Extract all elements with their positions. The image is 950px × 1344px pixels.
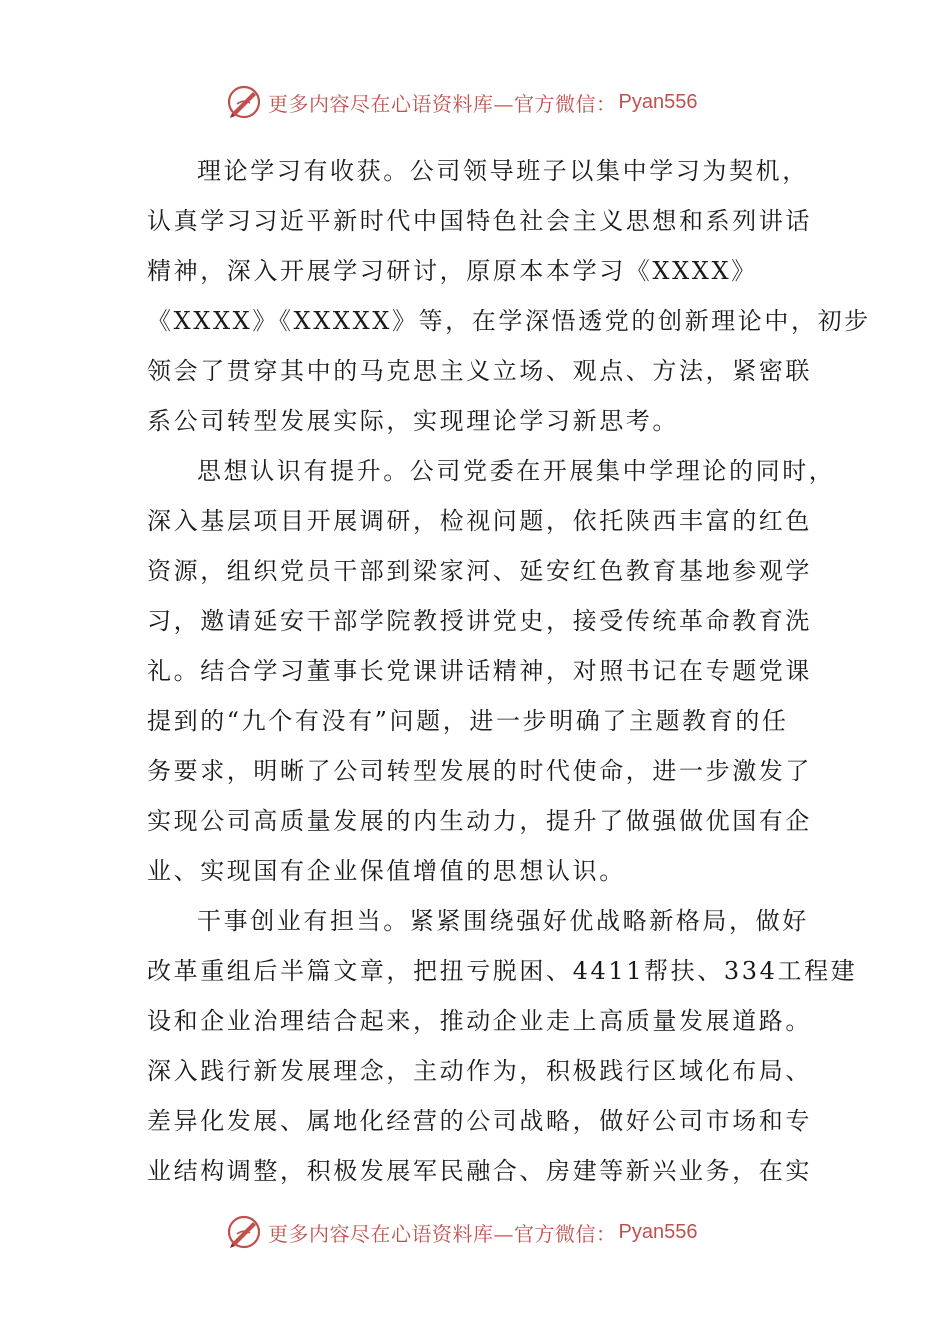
text-line: 精神，深入开展学习研讨，原原本本学习《XXXX》 xyxy=(147,257,758,285)
text-line: 资源，组织党员干部到梁家河、延安红色教育基地参观学 xyxy=(147,557,812,585)
text-line: 深入基层项目开展调研，检视问题，依托陕西丰富的红色 xyxy=(147,507,812,535)
text-line: 干事创业有担当。紧紧围绕强好优战略新格局，做好 xyxy=(197,907,809,935)
text-line: 实现公司高质量发展的内生动力，提升了做强做优国有企 xyxy=(147,807,812,835)
text-line: 思想认识有提升。公司党委在开展集中学理论的同时， xyxy=(197,457,836,485)
text-line: 业结构调整，积极发展军民融合、房建等新兴业务，在实 xyxy=(147,1157,812,1185)
text-line: 理论学习有收获。公司领导班子以集中学习为契机， xyxy=(197,157,809,185)
text-line: 提到的“九个有没有”问题，进一步明确了主题教育的任 xyxy=(147,707,789,735)
text-line: 设和企业治理结合起来，推动企业走上高质量发展道路。 xyxy=(147,1007,812,1035)
text-line: 礼。结合学习董事长党课讲话精神，对照书记在专题党课 xyxy=(147,657,812,685)
pen-logo-icon xyxy=(224,82,264,122)
text-line: 差异化发展、属地化经营的公司战略，做好公司市场和专 xyxy=(147,1107,812,1135)
header-banner-text: 更多内容尽在心语资料库—官方微信： xyxy=(268,91,617,116)
text-line: 《XXXX》《XXXXX》等，在学深悟透党的创新理论中，初步 xyxy=(147,307,871,335)
paragraph-ideological-awareness xyxy=(147,446,836,896)
paragraph-entrepreneurship xyxy=(147,896,858,1196)
document-body xyxy=(147,146,871,1196)
text-line: 认真学习习近平新时代中国特色社会主义思想和系列讲话 xyxy=(147,207,812,235)
pen-logo-icon xyxy=(224,1212,264,1252)
text-line: 业、实现国有企业保值增值的思想认识。 xyxy=(147,857,626,885)
text-line: 领会了贯穿其中的马克思主义立场、观点、方法，紧密联 xyxy=(147,357,812,385)
text-line: 系公司转型发展实际，实现理论学习新思考。 xyxy=(147,407,679,435)
paragraph-theory-study xyxy=(147,146,871,446)
text-line: 深入践行新发展理念，主动作为，积极践行区域化布局、 xyxy=(147,1057,812,1085)
text-line: 改革重组后半篇文章，把扭亏脱困、4411帮扶、334工程建 xyxy=(147,957,858,985)
header-banner-wechat: Pyan556 xyxy=(618,90,698,113)
header-banner xyxy=(224,82,697,122)
footer-banner xyxy=(224,1212,697,1252)
footer-banner-wechat: Pyan556 xyxy=(618,1220,698,1243)
text-line: 习，邀请延安干部学院教授讲党史，接受传统革命教育洗 xyxy=(147,607,812,635)
footer-banner-text: 更多内容尽在心语资料库—官方微信： xyxy=(268,1221,617,1246)
text-line: 务要求，明晰了公司转型发展的时代使命，进一步激发了 xyxy=(147,757,812,785)
